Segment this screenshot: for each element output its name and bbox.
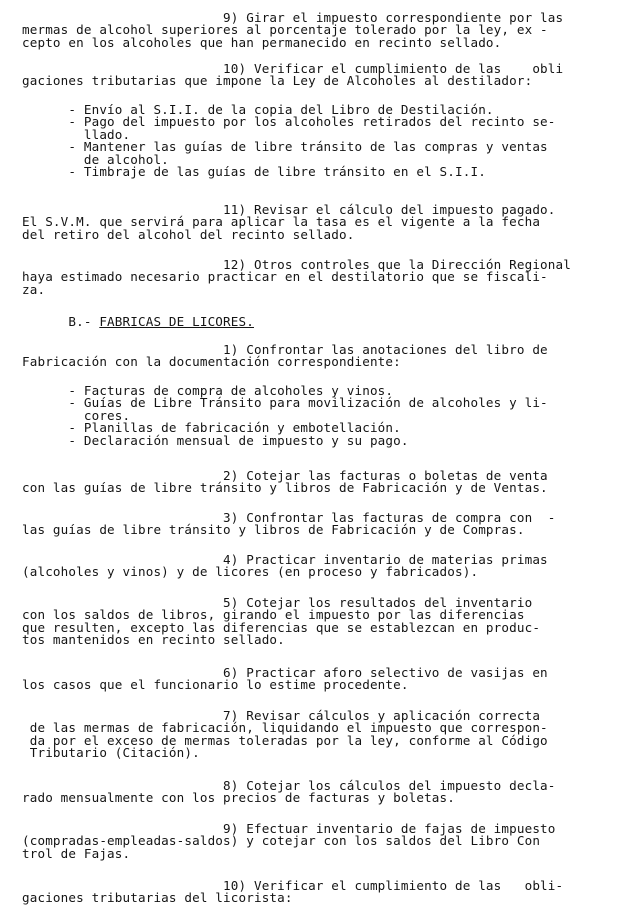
text-line: (compradas-empleadas-saldos) y cotejar con los saldos del Libro Con: [22, 833, 541, 849]
text-line: mermas de alcohol superiores al porcentaje tolerado por la ley, ex -: [22, 22, 548, 38]
text-line: Fabricación con la documentación correspondiente:: [22, 354, 401, 370]
licores-item-9-fajas: [22, 823, 612, 860]
text-line: 6) Practicar aforo selectivo de vasijas en: [22, 665, 548, 680]
text-line: 4) Practicar inventario de materias primas: [22, 552, 548, 567]
licores-item-5-cotejar-inventario: [22, 597, 612, 647]
item-10-verificar-destilador: [22, 63, 612, 88]
licores-item-2-cotejar-facturas: [22, 470, 612, 495]
text-line: 5) Cotejar los resultados del inventario: [22, 595, 533, 610]
list-item: - Declaración mensual de impuesto y su pago.: [22, 432, 409, 448]
licores-item-6-aforo: [22, 667, 612, 692]
text-line: cepto en los alcoholes que han permanecido en recinto sellado.: [22, 34, 502, 50]
licores-item-10-verificar-licorista: [22, 880, 612, 905]
list-item: - Mantener las guías de libre tránsito de las compras y ventas: [22, 139, 548, 155]
text-line: za.: [22, 281, 46, 297]
list-item: - Envío al S.I.I. de la copia del Libro de Destilación.: [22, 102, 494, 117]
text-line: de las mermas de fabricación, liquidando el impuesto que correspon-: [22, 720, 548, 736]
text-line: 9) Girar el impuesto correspondiente por las: [22, 10, 564, 25]
item-12-otros-controles: [22, 259, 612, 296]
text-line: 11) Revisar el cálculo del impuesto pagado.: [22, 202, 556, 217]
text-line: que resulten, excepto las diferencias que se establezcan en produc-: [22, 619, 541, 635]
licores-item-4-inventario: [22, 554, 612, 579]
text-line: 7) Revisar cálculos y aplicación correcta: [22, 708, 541, 723]
item-9-girar-impuesto: [22, 12, 612, 49]
text-line: rado mensualmente con los precios de facturas y boletas.: [22, 790, 455, 806]
licores-item-1-confrontar: [22, 344, 612, 369]
text-line: da por el exceso de mermas toleradas por la ley, conforme al Código: [22, 732, 548, 748]
bullet-list-documentacion: [22, 385, 612, 447]
section-heading: B.- FABRICAS DE LICORES.: [22, 314, 254, 329]
text-line: los casos que el funcionario lo estime procedente.: [22, 677, 409, 693]
text-line: haya estimado necesario practicar en el destilatorio que se fiscali-: [22, 269, 548, 285]
licores-item-8-cotejar-calculos: [22, 780, 612, 805]
text-line: 8) Cotejar los cálculos del impuesto decla-: [22, 778, 556, 793]
list-item: cores.: [22, 407, 131, 423]
text-line: gaciones tributarias del licorista:: [22, 890, 293, 906]
bullet-list-destilador: [22, 104, 612, 178]
text-line: 10) Verificar el cumplimiento de las obli: [22, 61, 564, 76]
text-line: Tributario (Citación).: [22, 745, 200, 761]
list-item: - Guías de Libre Tránsito para movilización de alcoholes y li-: [22, 395, 548, 411]
text-line: 3) Confrontar las facturas de compra con -: [22, 510, 556, 525]
text-line: las guías de libre tránsito y libros de Fabricación y de Compras.: [22, 522, 525, 538]
list-item: de alcohol.: [22, 151, 169, 167]
list-item: llado.: [22, 126, 131, 142]
text-line: del retiro del alcohol del recinto sellado.: [22, 226, 355, 242]
text-line: 12) Otros controles que la Dirección Regional: [22, 257, 571, 272]
list-item: - Facturas de compra de alcoholes y vinos.: [22, 383, 394, 398]
list-item: - Timbraje de las guías de libre tránsito en el S.I.I.: [22, 163, 486, 179]
licores-item-7-revisar-mermas: [22, 710, 612, 760]
text-line: (alcoholes y vinos) y de licores (en proceso y fabricados).: [22, 564, 479, 580]
section-heading-fabricas-de-licores: [22, 316, 612, 328]
item-11-revisar-calculo: [22, 204, 612, 241]
licores-item-3-confrontar-compras: [22, 512, 612, 537]
text-line: 10) Verificar el cumplimiento de las obli-: [22, 878, 564, 893]
text-line: gaciones tributarias que impone la Ley de Alcoholes al destilador:: [22, 73, 533, 89]
text-line: 2) Cotejar las facturas o boletas de venta: [22, 468, 548, 483]
text-line: 1) Confrontar las anotaciones del libro de: [22, 342, 548, 357]
list-item: - Pago del impuesto por los alcoholes retirados del recinto se-: [22, 114, 556, 130]
text-line: El S.V.M. que servirá para aplicar la tasa es el vigente a la fecha: [22, 214, 541, 230]
text-line: 9) Efectuar inventario de fajas de impuesto: [22, 821, 556, 836]
text-line: con las guías de libre tránsito y libros de Fabricación y de Ventas.: [22, 480, 548, 496]
text-line: trol de Fajas.: [22, 845, 131, 861]
text-line: con los saldos de libros, girando el impuesto por las diferencias: [22, 607, 525, 623]
list-item: - Planillas de fabricación y embotellación.: [22, 420, 401, 436]
text-line: tos mantenidos en recinto sellado.: [22, 632, 285, 648]
